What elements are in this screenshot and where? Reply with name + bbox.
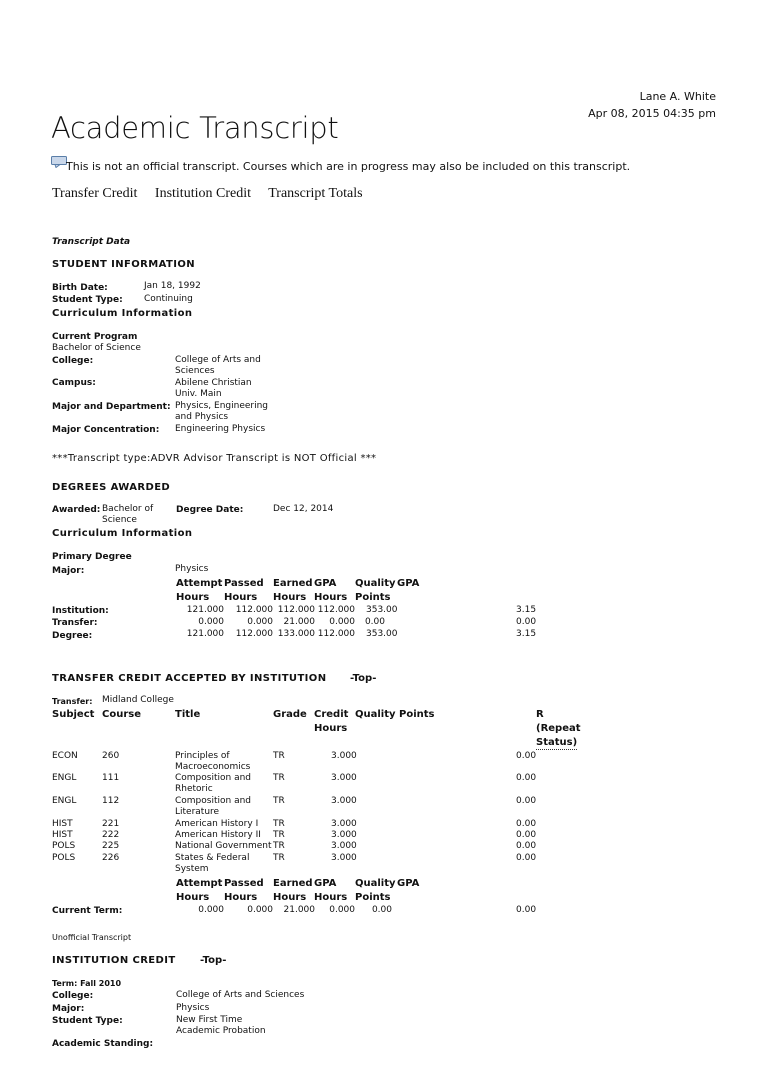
table-row-quality: 0.00 [516,819,537,829]
transfer-attempt: 0.000 [198,617,224,627]
inst-major-value: Physics [176,1003,210,1013]
table-row-title: American History II [175,830,261,840]
transfer-quality: 0.00 [364,617,385,627]
inst-college-label: College: [52,991,94,1001]
institution-quality: 353.00 [366,605,398,615]
table-row-credit: 3.000 [331,751,357,761]
transfer-credit-heading: TRANSFER CREDIT ACCEPTED BY INSTITUTION [52,673,327,684]
table-row-subject: POLS [52,841,76,851]
institution-top-link[interactable]: -Top- [200,955,227,966]
col-passed-hours: Passed [224,578,264,589]
birth-date-value: Jan 18, 1992 [144,281,201,291]
unofficial-footer-note: Unofficial Transcript [52,933,132,942]
transfer-row-label: Transfer: [52,618,98,628]
table-row-subject: HIST [52,830,73,840]
term-col-earned-line2: Hours [273,892,307,903]
transcript-totals-link[interactable]: Transcript Totals [268,186,363,201]
current-program-value: Bachelor of Science [52,343,141,353]
table-row-grade: TR [273,796,285,806]
term-col-quality: Quality [355,878,396,889]
term-col-earned: Earned [273,878,313,889]
nav-links [52,186,363,202]
major-concentration-label: Major Concentration: [52,425,160,435]
institution-attempt: 121.000 [186,605,224,615]
col-gpa-hours-line2: Hours [314,592,348,603]
table-row-title: National Government [175,841,272,851]
col-quality-points: Quality [355,578,396,589]
table-row-course: 226 [102,853,120,863]
current-term-gpa: 0.00 [516,905,537,915]
table-row-grade: TR [273,819,285,829]
major-concentration-value: Engineering Physics [175,424,266,434]
table-row-credit: 3.000 [331,830,357,840]
col-earned-hours-line2: Hours [273,592,307,603]
transfer-earned: 21.000 [283,617,315,627]
degree-date-label: Degree Date: [176,505,244,515]
table-row-grade: TR [273,830,285,840]
current-term-gpa-hours: 0.000 [329,905,355,915]
table-row-course: 260 [102,751,120,761]
major-department-label: Major and Department: [52,402,171,412]
term-col-attempt-line2: Hours [176,892,210,903]
table-row-credit: 3.000 [331,853,357,863]
degree-gpa: 3.15 [516,629,537,639]
table-row-subject: POLS [52,853,76,863]
degree-date-value: Dec 12, 2014 [273,504,334,514]
degree-earned: 133.000 [277,629,315,639]
college-label: College: [52,356,94,366]
transcript-data-caption: Transcript Data [52,237,131,247]
col-passed-hours-line2: Hours [224,592,258,603]
inst-college-value: College of Arts and Sciences [176,990,305,1000]
unofficial-notice: This is not an official transcript. Courses which are in progress may also be included on this transcript. [66,160,631,173]
col-repeat-status: Status) [536,737,578,748]
degree-curriculum-heading: Curriculum Information [52,528,193,539]
col-title: Title [175,709,201,720]
table-row-subject: HIST [52,819,73,829]
institution-credit-heading: INSTITUTION CREDIT [52,955,176,966]
table-row-subject: ENGL [52,773,77,783]
transfer-source-label: Transfer: [52,697,93,706]
institution-gpa: 3.15 [516,605,537,615]
col-grade: Grade [273,709,307,720]
col-gpa-hours: GPA [314,578,337,589]
table-row-course: 112 [102,796,120,806]
current-term-passed: 0.000 [247,905,273,915]
college-value: College of Arts and Sciences [175,355,261,376]
table-row-subject: ENGL [52,796,77,806]
major-department-value: Physics, Engineering and Physics [175,401,269,422]
table-row-quality: 0.00 [516,773,537,783]
term-col-gpa-hours-line2: Hours [314,892,348,903]
col-attempt-hours-line2: Hours [176,592,210,603]
transfer-source-value: Midland College [102,695,174,705]
awarded-value: Bachelor of Science [102,504,154,525]
degree-quality: 353.00 [366,629,398,639]
report-datetime: Apr 08, 2015 04:35 pm [588,107,716,120]
table-row-grade: TR [273,841,285,851]
page-title: Academic Transcript [51,111,339,145]
institution-passed: 112.000 [235,605,273,615]
col-course: Course [102,709,141,720]
table-row-course: 222 [102,830,120,840]
info-icon [51,156,67,168]
current-program-label: Current Program [52,332,138,342]
col-subject: Subject [52,709,95,720]
user-name: Lane A. White [639,90,716,103]
institution-credit-link[interactable]: Institution Credit [154,186,251,201]
table-row-quality: 0.00 [516,796,537,806]
table-row-grade: TR [273,751,285,761]
academic-standing-value: Academic Probation [176,1026,266,1036]
inst-student-type-value: New First Time [176,1015,243,1025]
col-quality-points-transfer: Quality Points [355,709,435,720]
table-row-grade: TR [273,853,285,863]
primary-degree-label: Primary Degree [52,552,132,562]
inst-student-type-label: Student Type: [52,1016,123,1026]
transfer-gpa-hours: 0.000 [329,617,355,627]
institution-row-label: Institution: [52,606,109,616]
transfer-gpa: 0.00 [516,617,537,627]
table-row-course: 111 [102,773,120,783]
col-repeat: (Repeat [536,723,581,734]
table-row-quality: 0.00 [516,830,537,840]
table-row-credit: 3.000 [331,841,357,851]
current-term-attempt: 0.000 [198,905,224,915]
academic-standing-label: Academic Standing: [52,1039,154,1049]
table-row-quality: 0.00 [516,841,537,851]
col-earned-hours: Earned [273,578,313,589]
institution-gpa-hours: 112.000 [317,605,355,615]
col-r: R [536,709,544,720]
student-type-label: Student Type: [52,295,123,305]
table-row-title: States & Federal System [175,853,250,874]
table-row-credit: 3.000 [331,819,357,829]
curriculum-heading: Curriculum Information [52,308,193,319]
term-col-quality-line2: Points [355,892,391,903]
birth-date-label: Birth Date: [52,283,108,293]
current-term-earned: 21.000 [283,905,315,915]
term-col-gpa-hours: GPA [314,878,337,889]
transfer-credit-link[interactable]: Transfer Credit [52,186,138,201]
col-attempt-hours: Attempt [176,578,223,589]
transfer-top-link[interactable]: -Top- [350,673,377,684]
current-term-quality: 0.00 [371,905,392,915]
table-row-credit: 3.000 [331,773,357,783]
table-row-title: Composition and Rhetoric [175,773,251,794]
degree-row-label: Degree: [52,631,93,641]
term-col-gpa: GPA [397,878,420,889]
table-row-quality: 0.00 [516,751,537,761]
current-term-label: Current Term: [52,906,123,916]
table-row-credit: 3.000 [331,796,357,806]
degree-major-label: Major: [52,566,85,576]
degree-passed: 112.000 [235,629,273,639]
table-row-course: 225 [102,841,120,851]
term-label: Term: Fall 2010 [52,979,122,988]
transcript-type-note: ***Transcript type:ADVR Advisor Transcript is NOT Official *** [52,453,377,464]
col-credit: Credit [314,709,349,720]
term-col-passed: Passed [224,878,264,889]
table-row-title: Composition and Literature [175,796,251,817]
transfer-passed: 0.000 [247,617,273,627]
awarded-label: Awarded: [52,505,101,515]
table-row-title: Principles of Macroeconomics [175,751,251,772]
table-row-title: American History I [175,819,259,829]
table-row-quality: 0.00 [516,853,537,863]
institution-earned: 112.000 [277,605,315,615]
col-gpa: GPA [397,578,420,589]
col-credit-hours: Hours [314,723,348,734]
table-row-course: 221 [102,819,120,829]
term-col-passed-line2: Hours [224,892,258,903]
table-row-subject: ECON [52,751,78,761]
campus-label: Campus: [52,378,96,388]
degree-gpa-hours: 112.000 [317,629,355,639]
degree-major-value: Physics [175,564,209,574]
student-info-heading: STUDENT INFORMATION [52,259,195,270]
term-col-attempt: Attempt [176,878,223,889]
campus-value: Abilene Christian Univ. Main [175,378,252,399]
degrees-heading: DEGREES AWARDED [52,482,171,493]
degree-attempt: 121.000 [186,629,224,639]
col-quality-points-line2: Points [355,592,391,603]
table-row-grade: TR [273,773,285,783]
inst-major-label: Major: [52,1004,85,1014]
student-type-value: Continuing [144,294,193,304]
